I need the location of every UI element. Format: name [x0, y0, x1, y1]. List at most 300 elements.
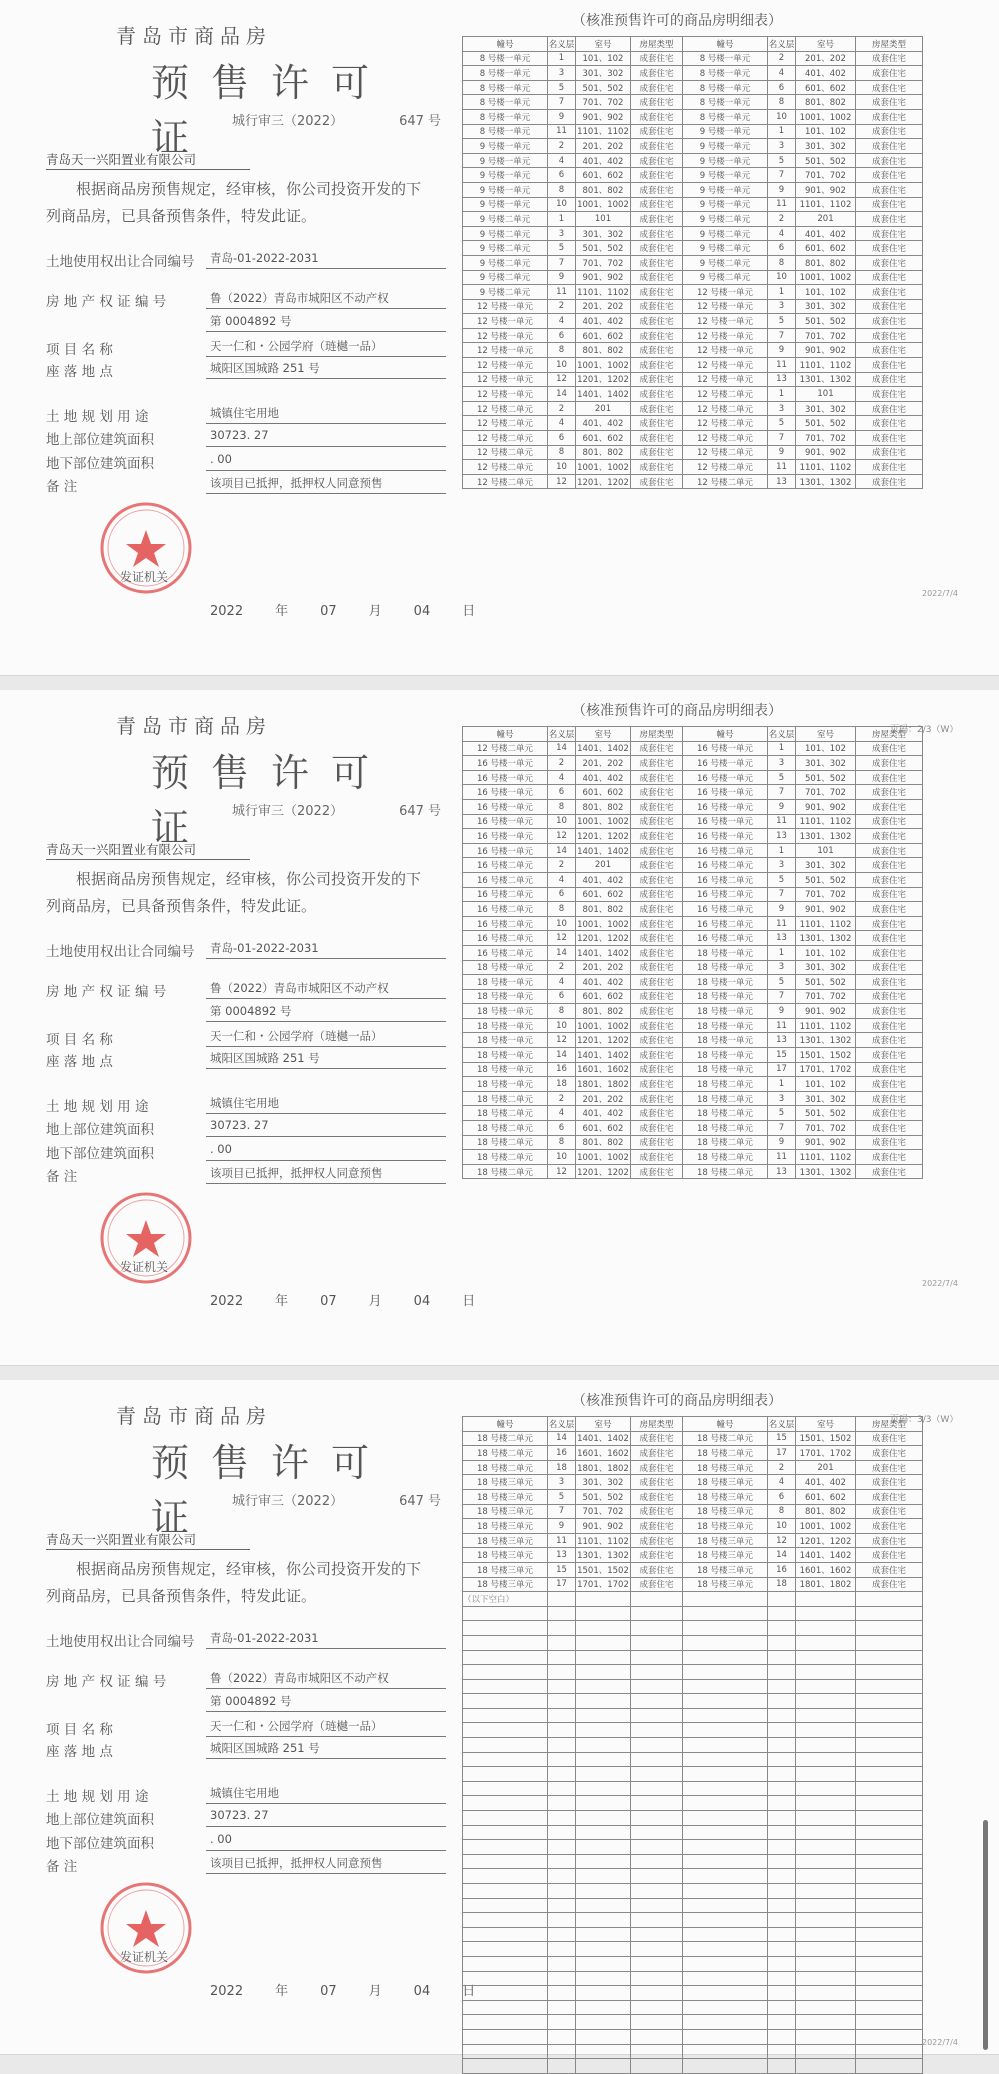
empty-cell — [548, 2000, 576, 2015]
table-cell: 成套住宅 — [856, 1077, 923, 1092]
table-cell: 8 — [548, 902, 576, 917]
empty-cell — [463, 1781, 548, 1796]
table-row — [463, 872, 923, 887]
permit-field — [46, 338, 446, 358]
empty-table-row — [463, 2059, 923, 2074]
table-cell: 18 号楼三单元 — [683, 1519, 768, 1534]
table-cell: 成套住宅 — [631, 1018, 683, 1033]
table-cell: 成套住宅 — [631, 226, 683, 241]
empty-cell — [631, 1796, 683, 1811]
empty-cell — [548, 1796, 576, 1811]
table-cell: 18 号楼三单元 — [463, 1533, 548, 1548]
developer-company: 青岛天一兴阳置业有限公司 — [46, 150, 250, 170]
empty-cell — [548, 1592, 576, 1607]
table-cell: 9 号楼一单元 — [463, 168, 548, 183]
empty-cell — [576, 1621, 631, 1636]
table-row — [463, 416, 923, 431]
empty-cell — [463, 2059, 548, 2074]
table-cell: 9 号楼一单元 — [463, 153, 548, 168]
table-header-row — [463, 1417, 923, 1432]
issue-date-year-unit: 年 — [275, 604, 289, 619]
field-underline — [206, 268, 446, 269]
table-cell: 8 号楼一单元 — [683, 66, 768, 81]
table-cell: 成套住宅 — [856, 1121, 923, 1136]
table-cell: 成套住宅 — [631, 756, 683, 771]
permit-field-label: 房 地 产 权 证 编 号 — [46, 984, 167, 1000]
table-row — [463, 975, 923, 990]
table-cell: 成套住宅 — [856, 1475, 923, 1490]
table-cell: 成套住宅 — [631, 770, 683, 785]
empty-cell — [576, 2059, 631, 2074]
table-cell: 成套住宅 — [856, 1048, 923, 1063]
table-cell: 16 号楼一单元 — [463, 843, 548, 858]
column-header: 室号 — [576, 727, 631, 742]
table-cell: 18 号楼二单元 — [463, 1460, 548, 1475]
table-cell: 12 号楼二单元 — [683, 460, 768, 475]
table-cell: 701、702 — [796, 989, 856, 1004]
table-cell: 701、702 — [796, 785, 856, 800]
empty-cell — [768, 2044, 796, 2059]
table-cell: 1401、1402 — [576, 945, 631, 960]
table-cell: 18 号楼二单元 — [683, 1135, 768, 1150]
empty-cell — [856, 2029, 923, 2044]
table-cell: 18 号楼三单元 — [683, 1475, 768, 1490]
table-cell: 18 号楼一单元 — [463, 1033, 548, 1048]
empty-cell — [683, 1913, 768, 1928]
permit-field — [46, 1003, 446, 1023]
table-cell: 成套住宅 — [856, 799, 923, 814]
table-cell: 1801、1802 — [796, 1577, 856, 1592]
column-header: 幢号 — [463, 1417, 548, 1432]
empty-cell — [856, 1723, 923, 1738]
table-cell: 101、102 — [796, 285, 856, 300]
empty-cell — [548, 1942, 576, 1957]
table-cell: 成套住宅 — [631, 858, 683, 873]
table-row — [463, 182, 923, 197]
table-cell: 成套住宅 — [856, 1504, 923, 1519]
table-cell: 16 号楼二单元 — [463, 858, 548, 873]
empty-cell — [683, 1665, 768, 1680]
table-row — [463, 843, 923, 858]
table-cell: 501、502 — [796, 975, 856, 990]
table-cell: 18 号楼三单元 — [683, 1533, 768, 1548]
permit-field-value: . 00 — [210, 452, 232, 466]
empty-cell — [631, 1986, 683, 2001]
field-underline — [206, 1826, 446, 1827]
table-cell: 11 — [548, 285, 576, 300]
table-cell: 成套住宅 — [856, 1489, 923, 1504]
table-cell: 成套住宅 — [856, 858, 923, 873]
table-cell: 12 — [548, 474, 576, 489]
table-cell: 成套住宅 — [631, 785, 683, 800]
empty-cell — [856, 1592, 923, 1607]
empty-cell — [768, 1956, 796, 1971]
permit-number-value: 647 号 — [399, 804, 442, 819]
table-cell: 12 — [548, 1164, 576, 1179]
table-cell: 成套住宅 — [856, 1004, 923, 1019]
table-cell: 401、402 — [576, 314, 631, 329]
empty-cell — [796, 1971, 856, 1986]
empty-table-row — [463, 2029, 923, 2044]
table-cell: 13 — [768, 372, 796, 387]
field-underline — [206, 998, 446, 999]
empty-table-row — [463, 1869, 923, 1884]
table-cell: 成套住宅 — [856, 460, 923, 475]
table-cell: 201 — [796, 212, 856, 227]
table-cell: 1301、1302 — [796, 1164, 856, 1179]
empty-cell — [576, 1913, 631, 1928]
table-cell: 18 号楼二单元 — [463, 1431, 548, 1446]
table-cell: 3 — [768, 858, 796, 873]
empty-cell — [576, 1884, 631, 1899]
field-underline — [206, 446, 446, 447]
table-cell: 1201、1202 — [576, 372, 631, 387]
table-cell: 成套住宅 — [856, 1460, 923, 1475]
permit-field — [46, 1718, 446, 1738]
empty-table-row — [463, 1665, 923, 1680]
empty-cell — [463, 1650, 548, 1665]
empty-cell — [576, 1767, 631, 1782]
empty-cell — [796, 1956, 856, 1971]
empty-cell — [631, 1942, 683, 1957]
empty-cell — [768, 1927, 796, 1942]
permit-statement: 根据商品房预售规定，经审核，你公司投资开发的下列商品房，已具备预售条件，特发此证。 — [46, 180, 422, 225]
permit-field-label: 地上部位建筑面积 — [46, 1122, 154, 1138]
empty-cell — [576, 1679, 631, 1694]
table-cell: 10 — [548, 916, 576, 931]
table-cell: 1401、1402 — [576, 741, 631, 756]
table-cell: 1 — [768, 741, 796, 756]
seal-text: 发证机关 — [120, 570, 169, 584]
permit-field — [46, 1050, 446, 1070]
table-row — [463, 931, 923, 946]
empty-cell — [463, 1956, 548, 1971]
table-cell: 1401、1402 — [576, 387, 631, 402]
empty-table-row — [463, 1621, 923, 1636]
table-cell: 14 — [548, 945, 576, 960]
table-cell: 13 — [768, 1164, 796, 1179]
empty-cell — [576, 1854, 631, 1869]
table-row — [463, 960, 923, 975]
empty-cell — [548, 1840, 576, 1855]
table-cell: 16 号楼二单元 — [463, 931, 548, 946]
table-cell: 成套住宅 — [631, 945, 683, 960]
table-cell: 成套住宅 — [631, 401, 683, 416]
table-cell: 成套住宅 — [856, 1018, 923, 1033]
table-cell: 成套住宅 — [856, 51, 923, 66]
table-cell: 6 — [548, 328, 576, 343]
permit-field-value: 天一仁和・公园学府（琏樾一品） — [210, 1719, 383, 1733]
certificate-title: 预售许可证 — [151, 1441, 392, 1540]
empty-cell — [576, 1738, 631, 1753]
empty-cell — [768, 1650, 796, 1665]
table-cell: 18 号楼一单元 — [463, 1062, 548, 1077]
table-cell: 12 号楼一单元 — [463, 328, 548, 343]
empty-cell — [548, 1898, 576, 1913]
table-cell: 201 — [796, 1460, 856, 1475]
table-cell: 7 — [768, 785, 796, 800]
table-cell: 成套住宅 — [631, 1077, 683, 1092]
empty-cell — [768, 1781, 796, 1796]
table-cell: 401、402 — [576, 872, 631, 887]
table-cell: 16 号楼一单元 — [463, 814, 548, 829]
table-cell: 9 — [768, 182, 796, 197]
empty-cell — [856, 1840, 923, 1855]
empty-cell — [768, 1942, 796, 1957]
empty-cell — [796, 1942, 856, 1957]
table-row — [463, 1150, 923, 1165]
empty-table-row — [463, 1927, 923, 1942]
table-cell: 3 — [548, 66, 576, 81]
table-cell: 1001、1002 — [796, 1519, 856, 1534]
table-cell: 成套住宅 — [631, 80, 683, 95]
table-row — [463, 445, 923, 460]
table-cell: 201、202 — [796, 51, 856, 66]
table-cell: 成套住宅 — [856, 314, 923, 329]
presale-permit-certificate — [46, 0, 476, 675]
empty-cell — [631, 1621, 683, 1636]
permit-field-label: 土地使用权出让合同编号 — [46, 254, 195, 270]
empty-cell — [463, 1708, 548, 1723]
table-cell: 1101、1102 — [796, 1150, 856, 1165]
permit-field — [46, 1142, 446, 1162]
table-cell: 9 号楼一单元 — [683, 182, 768, 197]
empty-cell — [796, 1738, 856, 1753]
table-cell: 9 号楼二单元 — [683, 270, 768, 285]
empty-cell — [548, 1927, 576, 1942]
table-cell: 101、102 — [796, 124, 856, 139]
field-underline — [206, 423, 446, 424]
empty-table-row — [463, 2044, 923, 2059]
table-cell: 18 号楼三单元 — [683, 1460, 768, 1475]
empty-cell — [796, 1679, 856, 1694]
permit-field-value: 30723. 27 — [210, 428, 269, 442]
empty-cell — [576, 1606, 631, 1621]
permit-field — [46, 1855, 446, 1875]
empty-cell — [463, 2015, 548, 2030]
table-cell: 成套住宅 — [856, 1150, 923, 1165]
certificate-title: 预售许可证 — [151, 61, 392, 160]
table-cell: 101 — [576, 212, 631, 227]
table-cell: 12 号楼一单元 — [683, 358, 768, 373]
table-cell: 501、502 — [576, 1489, 631, 1504]
permit-field-value: 青岛-01-2022-2031 — [210, 251, 319, 265]
empty-cell — [856, 1884, 923, 1899]
table-row — [463, 168, 923, 183]
table-cell: 18 号楼二单元 — [463, 1150, 548, 1165]
table-cell: 1101、1102 — [796, 814, 856, 829]
issue-date-year: 2022 — [210, 1984, 244, 1999]
table-cell: 101 — [796, 843, 856, 858]
empty-cell — [548, 1781, 576, 1796]
permit-field-value: 青岛-01-2022-2031 — [210, 941, 319, 955]
empty-cell — [548, 1621, 576, 1636]
table-cell: 16 号楼一单元 — [683, 741, 768, 756]
presale-permit-certificate — [46, 1380, 476, 2054]
empty-cell — [796, 1708, 856, 1723]
table-cell: 3 — [768, 401, 796, 416]
empty-cell — [768, 1738, 796, 1753]
empty-cell — [631, 1956, 683, 1971]
empty-cell — [796, 1796, 856, 1811]
official-seal — [98, 1190, 194, 1286]
detail-sheet-title: （核准预售许可的商品房明细表） — [572, 1393, 782, 1409]
empty-cell — [768, 1986, 796, 2001]
empty-cell — [463, 1927, 548, 1942]
table-cell: 成套住宅 — [856, 387, 923, 402]
empty-table-row — [463, 1781, 923, 1796]
table-cell: 4 — [768, 226, 796, 241]
table-cell: 17 — [768, 1062, 796, 1077]
table-cell: 201、202 — [576, 960, 631, 975]
issue-date-day: 04 — [413, 1294, 431, 1309]
vertical-scrollbar[interactable] — [983, 1820, 988, 2050]
empty-cell — [576, 2015, 631, 2030]
permit-field-label: 房 地 产 权 证 编 号 — [46, 1674, 167, 1690]
empty-cell — [683, 1971, 768, 1986]
table-cell: 9 号楼一单元 — [463, 197, 548, 212]
empty-table-row — [463, 1884, 923, 1899]
table-cell: 7 — [548, 95, 576, 110]
table-cell: 5 — [548, 1489, 576, 1504]
table-cell: 成套住宅 — [856, 887, 923, 902]
empty-cell — [796, 1811, 856, 1826]
table-cell: 1601、1602 — [576, 1062, 631, 1077]
table-cell: 701、702 — [796, 1121, 856, 1136]
table-cell: 18 号楼二单元 — [683, 1121, 768, 1136]
table-cell: 18 号楼一单元 — [463, 960, 548, 975]
empty-cell — [683, 1796, 768, 1811]
table-cell: 8 — [548, 1135, 576, 1150]
table-cell: 1701、1702 — [576, 1577, 631, 1592]
table-cell: 9 号楼一单元 — [463, 182, 548, 197]
empty-cell — [768, 1752, 796, 1767]
table-row — [463, 358, 923, 373]
presale-permit-certificate — [46, 690, 476, 1365]
table-cell: 201、202 — [576, 756, 631, 771]
table-cell: 701、702 — [796, 328, 856, 343]
issue-date-year: 2022 — [210, 604, 244, 619]
table-row — [463, 124, 923, 139]
table-cell: 成套住宅 — [631, 474, 683, 489]
empty-cell — [856, 1650, 923, 1665]
table-cell: 18 号楼三单元 — [683, 1562, 768, 1577]
table-cell: 11 — [768, 1018, 796, 1033]
column-header: 室号 — [796, 37, 856, 52]
table-cell: 18 号楼三单元 — [463, 1519, 548, 1534]
table-row — [463, 829, 923, 844]
table-cell: 9 号楼二单元 — [683, 241, 768, 256]
empty-table-row — [463, 1679, 923, 1694]
table-cell: 成套住宅 — [631, 1489, 683, 1504]
table-header-row — [463, 727, 923, 742]
empty-cell — [856, 1767, 923, 1782]
table-cell: 成套住宅 — [631, 872, 683, 887]
table-cell: 9 — [768, 1135, 796, 1150]
table-cell: 12 号楼一单元 — [463, 314, 548, 329]
permit-field-label: 地上部位建筑面积 — [46, 432, 154, 448]
table-cell: 成套住宅 — [631, 1431, 683, 1446]
table-cell: 601、602 — [796, 80, 856, 95]
table-cell: 10 — [548, 197, 576, 212]
table-cell: 18 号楼一单元 — [683, 960, 768, 975]
empty-cell — [796, 2059, 856, 2074]
table-cell: 12 号楼一单元 — [463, 358, 548, 373]
table-cell: 8 — [548, 343, 576, 358]
table-cell: 801、802 — [796, 95, 856, 110]
empty-cell — [856, 1927, 923, 1942]
table-cell: 成套住宅 — [631, 1121, 683, 1136]
housing-detail-sheet — [458, 0, 958, 675]
table-cell: 5 — [768, 314, 796, 329]
table-cell: 4 — [548, 975, 576, 990]
developer-company: 青岛天一兴阳置业有限公司 — [46, 840, 250, 860]
empty-cell — [631, 1679, 683, 1694]
table-cell: 8 号楼一单元 — [463, 124, 548, 139]
empty-cell — [683, 1811, 768, 1826]
table-row — [463, 785, 923, 800]
certificate-city: 青岛市商品房 — [116, 24, 272, 48]
table-cell: 18 号楼一单元 — [683, 945, 768, 960]
empty-cell — [463, 1971, 548, 1986]
table-cell: 7 — [548, 255, 576, 270]
table-cell: 8 — [768, 255, 796, 270]
permit-field-value: 鲁（2022）青岛市城阳区不动产权 — [210, 1671, 389, 1685]
permit-number-value: 647 号 — [399, 1494, 442, 1509]
permit-field-label: 土 地 规 划 用 途 — [46, 409, 149, 425]
table-cell: 101、102 — [796, 1077, 856, 1092]
empty-cell — [576, 1986, 631, 2001]
housing-detail-table — [462, 1416, 923, 2074]
table-cell: 1101、1102 — [796, 1018, 856, 1033]
empty-cell — [463, 1811, 548, 1826]
permit-field-value: 城镇住宅用地 — [210, 406, 279, 420]
empty-cell — [856, 1854, 923, 1869]
table-cell: 1701、1702 — [796, 1062, 856, 1077]
empty-cell — [856, 1694, 923, 1709]
table-cell: 成套住宅 — [631, 212, 683, 227]
permit-field — [46, 1785, 446, 1805]
table-cell: 18 — [548, 1460, 576, 1475]
permit-number-prefix: 城行审三（2022） — [232, 1494, 344, 1509]
empty-table-row — [463, 1840, 923, 1855]
table-cell: 4 — [548, 872, 576, 887]
table-row — [463, 1106, 923, 1121]
table-cell: 401、402 — [796, 1475, 856, 1490]
empty-cell — [683, 1986, 768, 2001]
empty-cell — [683, 2000, 768, 2015]
table-cell: 成套住宅 — [856, 756, 923, 771]
table-cell: 成套住宅 — [631, 1004, 683, 1019]
empty-cell — [796, 1694, 856, 1709]
table-cell: 16 号楼二单元 — [683, 887, 768, 902]
table-cell: 8 — [548, 799, 576, 814]
field-underline — [206, 1136, 446, 1137]
table-cell: 18 号楼一单元 — [463, 989, 548, 1004]
certificate-city: 青岛市商品房 — [116, 1404, 272, 1428]
table-cell: 6 — [548, 887, 576, 902]
table-cell: 1301、1302 — [576, 1548, 631, 1563]
empty-cell — [683, 1621, 768, 1636]
table-cell: 18 号楼二单元 — [683, 1077, 768, 1092]
permit-field-value: 该项目已抵押，抵押权人同意预售 — [210, 1166, 383, 1180]
column-header: 房屋类型 — [856, 727, 923, 742]
empty-cell — [576, 2044, 631, 2059]
table-cell: 成套住宅 — [856, 1106, 923, 1121]
table-cell: 10 — [768, 270, 796, 285]
table-cell: 18 号楼二单元 — [683, 1106, 768, 1121]
table-cell: 成套住宅 — [631, 1475, 683, 1490]
